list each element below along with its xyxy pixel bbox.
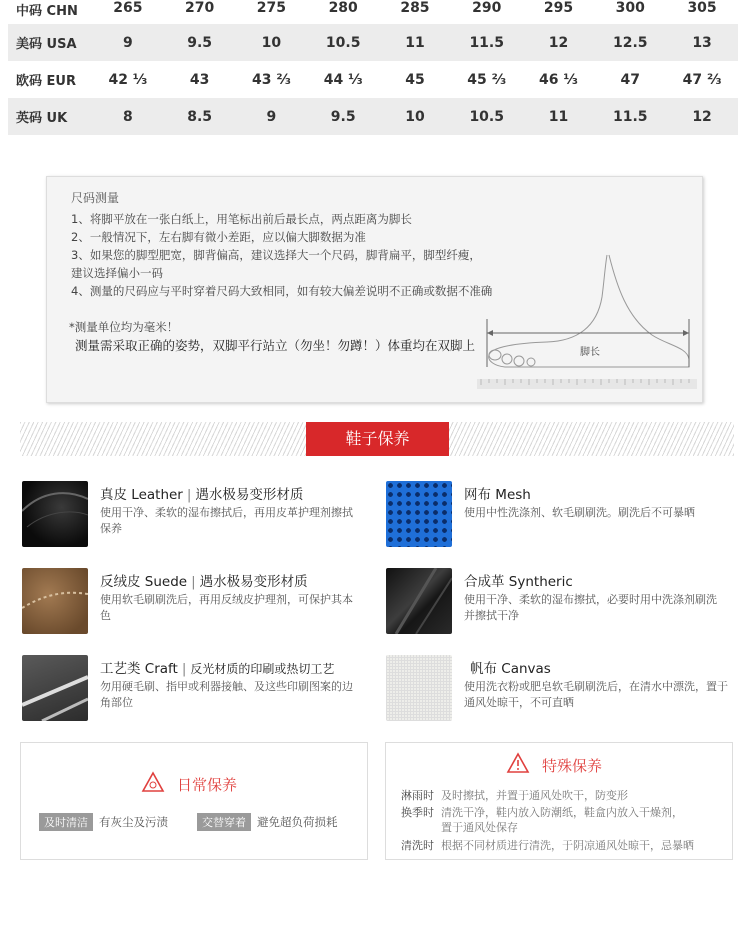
size-table	[8, 0, 738, 135]
size-cell: 43	[189, 71, 210, 88]
size-cell: 270	[185, 0, 215, 16]
care-item-sub: 遇水极易变形材质	[199, 574, 308, 590]
measure-step: 3、如果您的脚型肥宽，脚背偏高，建议选择大一个尺码，脚背扁平，脚型纤瘦，	[71, 248, 481, 262]
care-item-sub: 遇水极易变形材质	[195, 487, 304, 503]
foot-length-label: 脚长	[580, 347, 600, 358]
daily-care-title: 日常保养	[177, 776, 238, 794]
row-label: 美码 USA	[8, 24, 92, 61]
row-label: 欧码 EUR	[16, 74, 76, 89]
size-cell: 12	[666, 98, 738, 135]
size-cell: 10.5	[307, 24, 379, 61]
size-measure-panel	[46, 176, 703, 403]
measure-step: 2、一般情况下，左右脚有微小差距，应以偏大脚数据为准	[71, 230, 366, 244]
daily-care-text: 避免超负荷损耗	[257, 815, 338, 829]
suede-swatch-icon	[22, 568, 88, 634]
measure-step: 4、测量的尺码应与平时穿着尺码大致相同，如有较大偏差说明不正确或数据不准确	[71, 284, 493, 298]
leather-swatch-icon	[22, 481, 88, 547]
measure-step: 1、将脚平放在一张白纸上，用笔标出前后最长点，两点距离为脚长	[71, 212, 412, 226]
size-cell: 305	[687, 0, 717, 16]
row-label: 中码 CHN	[16, 4, 78, 19]
size-cell: 275	[256, 0, 287, 16]
mesh-swatch-icon	[386, 481, 452, 547]
synthetic-swatch-icon	[386, 568, 452, 634]
special-care-title: 特殊保养	[542, 757, 603, 775]
care-item-name: 帆布 Canvas	[470, 661, 551, 677]
size-cell: 12	[523, 24, 595, 61]
size-cell: 11.5	[594, 98, 666, 135]
special-care-row: 淋雨时 及时擦拭，并置于通风处吹干，防变形	[401, 789, 628, 802]
care-item-desc: 勿用硬毛刷、指甲或利器接触、及这些印刷图案的边角部位	[100, 680, 353, 709]
measure-step: 建议选择偏小一码	[71, 266, 163, 280]
care-item-desc: 使用干净、柔软的湿布擦拭后，再用皮革护理剂擦拭保养	[100, 506, 353, 535]
size-cell: 42 ⅓	[108, 71, 148, 88]
size-cell: 9.5	[164, 24, 236, 61]
size-cell: 43 ⅔	[251, 71, 291, 88]
care-item-name: 网布 Mesh	[464, 487, 531, 503]
care-item-sub: 反光材质的印刷或热切工艺	[190, 662, 335, 676]
warning-icon	[506, 752, 530, 774]
posture-note: 测量需采取正确的姿势，双脚平行站立（勿坐！勿蹲！）体重均在双脚上	[75, 338, 476, 353]
care-item: 工艺类 Craft | 反光材质的印刷或热切工艺 勿用硬毛刷、指甲或利器接触、及这些印刷图案的边角部位	[22, 655, 367, 723]
daily-care-tag: 交替穿着	[197, 813, 251, 831]
size-cell: 290	[472, 0, 502, 16]
size-cell: 47 ⅔	[682, 71, 722, 88]
size-cell: 280	[328, 0, 358, 16]
table-row	[8, 98, 738, 135]
size-cell: 11	[523, 98, 595, 135]
size-cell: 11.5	[451, 24, 523, 61]
size-cell: 10	[236, 24, 308, 61]
care-item-name: 反绒皮 Suede	[100, 574, 188, 590]
care-item	[386, 481, 731, 549]
care-item-desc: 使用干净、柔软的湿布擦拭，必要时用中洗涤剂刷洗并擦拭干净	[464, 593, 717, 622]
care-item-desc: 使用中性洗涤剂、软毛刷刷洗。刷洗后不可暴晒	[464, 506, 695, 519]
daily-care-tag: 及时清洁	[39, 813, 93, 831]
size-cell: 45	[405, 71, 425, 88]
size-cell: 8	[92, 98, 164, 135]
size-cell: 265	[113, 0, 143, 16]
care-item-name: 合成革 Syntheric	[464, 574, 573, 590]
size-cell: 47	[620, 71, 640, 88]
size-cell: 10	[379, 98, 451, 135]
care-item-desc: 使用洗衣粉或肥皂软毛刷刷洗后，在清水中漂洗，置于通风处晾干，不可直晒	[464, 680, 728, 709]
size-cell: 12.5	[594, 24, 666, 61]
size-cell: 46 ⅓	[539, 71, 578, 88]
table-row	[8, 0, 738, 24]
size-cell: 11	[379, 24, 451, 61]
care-banner-label: 鞋子保养	[306, 422, 449, 456]
foot-diagram-icon	[477, 247, 697, 392]
measure-title: 尺码测量	[71, 191, 120, 205]
craft-swatch-icon	[22, 655, 88, 721]
canvas-swatch-icon	[386, 655, 452, 721]
size-cell: 285	[400, 0, 430, 16]
care-item	[386, 568, 731, 636]
special-care-row: 置于通风处保存	[441, 821, 518, 834]
size-cell: 9	[236, 98, 308, 135]
care-item-name: 真皮 Leather	[100, 487, 183, 503]
size-cell: 295	[543, 0, 574, 16]
care-item-name: 工艺类 Craft	[100, 661, 178, 677]
care-banner	[20, 422, 734, 456]
special-care-box	[385, 742, 733, 860]
special-care-row: 换季时 清洗干净，鞋内放入防潮纸，鞋盒内放入干燥剂，	[401, 806, 683, 819]
care-item	[386, 655, 731, 723]
size-cell: 44 ⅓	[323, 71, 363, 88]
size-cell: 300	[615, 0, 645, 16]
size-cell: 8.5	[164, 98, 236, 135]
row-label: 英码 UK	[8, 98, 92, 135]
size-cell: 9	[92, 24, 164, 61]
special-care-row: 清洗时 根据不同材质进行清洗，于阴凉通风处晾干，忌暴晒	[401, 839, 694, 852]
size-cell: 9.5	[307, 98, 379, 135]
care-item-desc: 使用软毛刷刷洗后，再用反绒皮护理剂，可保护其本色	[100, 593, 353, 622]
size-cell: 45 ⅔	[467, 71, 507, 88]
unit-note: *测量单位均为毫米！	[69, 320, 179, 334]
table-row	[8, 24, 738, 61]
table-row	[8, 61, 738, 98]
warning-icon	[141, 771, 165, 793]
care-item: 反绒皮 Suede | 遇水极易变形材质 使用软毛刷刷洗后，再用反绒皮护理剂，可保护其本色	[22, 568, 367, 636]
care-item: 真皮 Leather | 遇水极易变形材质 使用干净、柔软的湿布擦拭后，再用皮革护理剂擦拭保养	[22, 481, 367, 549]
size-cell: 13	[666, 24, 738, 61]
daily-care-text: 有灰尘及污渍	[99, 815, 168, 829]
size-cell: 10.5	[451, 98, 523, 135]
daily-care-box	[20, 742, 368, 860]
